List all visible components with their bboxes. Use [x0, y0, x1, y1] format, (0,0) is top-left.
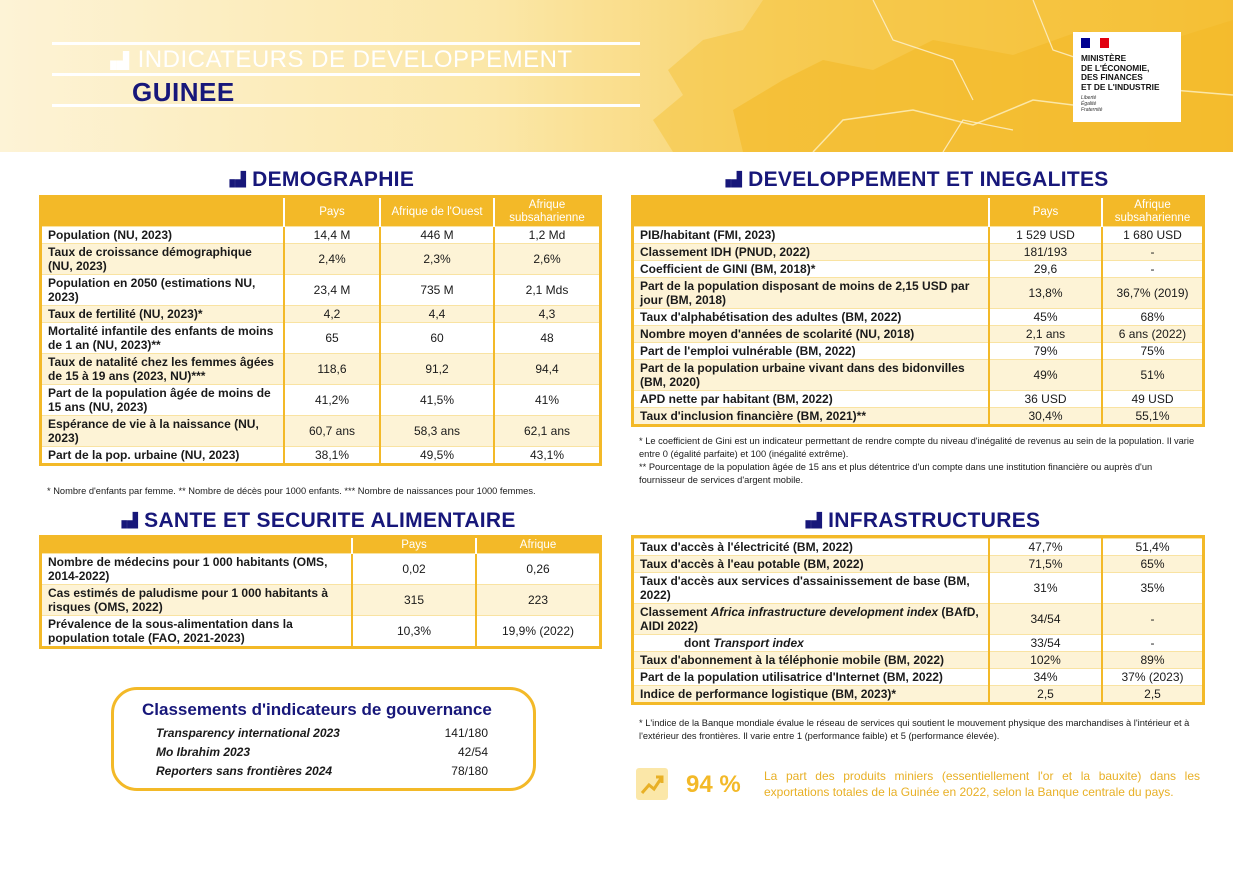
- row-value: 14,4 M: [284, 227, 380, 244]
- row-label: Population (NU, 2023): [42, 227, 284, 244]
- table-row: [634, 652, 1202, 669]
- row-label: Part de la population disposant de moins de 2,15 USD par jour (BM, 2018): [634, 278, 989, 309]
- row-label: Taux d'abonnement à la téléphonie mobile (BM, 2022): [634, 652, 989, 669]
- french-flag-icon: [1081, 38, 1109, 48]
- row-value: 2,4%: [284, 244, 380, 275]
- bars-icon: ▗▟: [224, 171, 247, 187]
- table-row: [634, 556, 1202, 573]
- row-value: 65%: [1102, 556, 1202, 573]
- row-value: 0,26: [476, 554, 599, 585]
- developpement-title: ▗▟ DEVELOPPEMENT ET INEGALITES: [720, 168, 1109, 191]
- row-value: 49 USD: [1102, 391, 1202, 408]
- row-value: 31%: [989, 573, 1102, 604]
- row-value: 38,1%: [284, 447, 380, 464]
- row-label: Taux de fertilité (NU, 2023)*: [42, 306, 284, 323]
- table-row: [634, 604, 1202, 635]
- table-row: [634, 309, 1202, 326]
- governance-title: Classements d'indicateurs de gouvernance: [142, 700, 492, 719]
- table-row: [634, 360, 1202, 391]
- header-rule-top: [52, 42, 640, 45]
- table-row: [42, 416, 599, 447]
- country-name: GUINEE: [132, 77, 235, 107]
- row-value: 41%: [494, 385, 599, 416]
- row-value: 223: [476, 585, 599, 616]
- row-value: -: [1102, 244, 1202, 261]
- row-value: 60,7 ans: [284, 416, 380, 447]
- row-value: 35%: [1102, 573, 1202, 604]
- row-label: [634, 635, 989, 652]
- row-label: Population en 2050 (estimations NU, 2023): [42, 275, 284, 306]
- row-value: 118,6: [284, 354, 380, 385]
- row-label: Taux de croissance démographique (NU, 2023): [42, 244, 284, 275]
- governance-box: [111, 687, 536, 791]
- infrastructures-title: ▗▟ INFRASTRUCTURES: [800, 509, 1041, 532]
- row-value: 62,1 ans: [494, 416, 599, 447]
- col-header: Pays: [352, 538, 476, 554]
- governance-label: Mo Ibrahim 2023: [156, 745, 251, 759]
- row-value: 34%: [989, 669, 1102, 686]
- row-label-part: Transport index: [713, 636, 804, 650]
- row-value: 2,6%: [494, 244, 599, 275]
- governance-row: [142, 743, 533, 762]
- trend-up-icon-graphic: [636, 768, 668, 800]
- row-label-part: dont: [684, 636, 714, 650]
- col-header: Afrique de l'Ouest: [380, 198, 494, 227]
- row-label: Part de la population urbaine vivant dans des bidonvilles (BM, 2020): [634, 360, 989, 391]
- row-label: Taux d'accès à l'électricité (BM, 2022): [634, 539, 989, 556]
- table-row: [42, 275, 599, 306]
- header-title: ▗▟ INDICATEURS DE DEVELOPPEMENT: [104, 46, 573, 73]
- table-row: [634, 635, 1202, 652]
- ministry-logo: [1073, 32, 1181, 122]
- row-label: Part de la pop. urbaine (NU, 2023): [42, 447, 284, 464]
- row-value: 2,5: [989, 686, 1102, 703]
- row-value: 94,4: [494, 354, 599, 385]
- table-row: [42, 227, 599, 244]
- row-label-part: (BAfD, AIDI 2022): [640, 605, 979, 633]
- col-header: Afrique: [476, 538, 599, 554]
- row-label: PIB/habitant (FMI, 2023): [634, 227, 989, 244]
- header-blank: [42, 198, 284, 227]
- row-label-part: Classement: [640, 605, 711, 619]
- table-row: [634, 244, 1202, 261]
- developpement-table: [631, 195, 1205, 427]
- governance-value: 141/180: [444, 726, 488, 740]
- trend-up-icon: [636, 768, 668, 800]
- row-label: Taux d'inclusion financière (BM, 2021)**: [634, 408, 989, 425]
- row-value: 91,2: [380, 354, 494, 385]
- demographie-table: [39, 195, 602, 466]
- col-header: Pays: [989, 198, 1102, 227]
- row-value: 102%: [989, 652, 1102, 669]
- row-value: 4,2: [284, 306, 380, 323]
- row-value: 58,3 ans: [380, 416, 494, 447]
- page-header: [0, 0, 1233, 152]
- table-row: [634, 573, 1202, 604]
- highlight-value: 94 %: [686, 771, 741, 798]
- table-row: [42, 244, 599, 275]
- table-row: [42, 616, 599, 647]
- demographie-title: ▗▟ DEMOGRAPHIE: [224, 168, 415, 191]
- row-value: 2,1 ans: [989, 326, 1102, 343]
- row-label: Coefficient de GINI (BM, 2018)*: [634, 261, 989, 278]
- table-row: [634, 686, 1202, 703]
- table-row: [634, 227, 1202, 244]
- row-value: 4,3: [494, 306, 599, 323]
- row-value: -: [1102, 604, 1202, 635]
- row-value: 43,1%: [494, 447, 599, 464]
- header-blank: [42, 538, 352, 554]
- row-value: 41,5%: [380, 385, 494, 416]
- row-label: Taux de natalité chez les femmes âgées de 15 à 19 ans (2023, NU)***: [42, 354, 284, 385]
- table-row: [634, 391, 1202, 408]
- row-label: Espérance de vie à la naissance (NU, 2023): [42, 416, 284, 447]
- row-value: 51%: [1102, 360, 1202, 391]
- row-label: Prévalence de la sous-alimentation dans la population totale (FAO, 2021-2023): [42, 616, 352, 647]
- row-value: 19,9% (2022): [476, 616, 599, 647]
- bars-icon: ▗▟: [720, 171, 743, 187]
- table-row: [42, 323, 599, 354]
- row-value: 29,6: [989, 261, 1102, 278]
- row-label: Part de la population âgée de moins de 15 ans (NU, 2023): [42, 385, 284, 416]
- governance-label: Reporters sans frontières 2024: [156, 764, 333, 778]
- row-label: APD nette par habitant (BM, 2022): [634, 391, 989, 408]
- infrastructures-note: * L'indice de la Banque mondiale évalue le réseau de services qui soutient le mouvement physique des marchandises à l'intérieur et à l'extérieur des frontières. Il varie entre 1 (performance faible) et 5 (performance élevée).: [639, 718, 1190, 741]
- row-label: Part de la population utilisatrice d'Internet (BM, 2022): [634, 669, 989, 686]
- row-value: 315: [352, 585, 476, 616]
- header-blank: [634, 198, 989, 227]
- row-label: Indice de performance logistique (BM, 2023)*: [634, 686, 989, 703]
- table-row: [42, 554, 599, 585]
- governance-row: [142, 724, 533, 743]
- row-value: 1,2 Md: [494, 227, 599, 244]
- table-row: [42, 354, 599, 385]
- row-label: Classement IDH (PNUD, 2022): [634, 244, 989, 261]
- row-label: Mortalité infantile des enfants de moins de 1 an (NU, 2023)**: [42, 323, 284, 354]
- developpement-note: [639, 435, 1199, 487]
- ministry-name: MINISTÈRE DE L'ÉCONOMIE, DES FINANCES ET DE L'INDUSTRIE: [1081, 53, 1160, 92]
- col-header: Pays: [284, 198, 380, 227]
- row-label: Nombre de médecins pour 1 000 habitants (OMS, 2014-2022): [42, 554, 352, 585]
- row-value: 48: [494, 323, 599, 354]
- governance-row: [142, 762, 533, 781]
- row-value: 65: [284, 323, 380, 354]
- row-label-part: Africa infrastructure development index: [710, 605, 939, 619]
- row-value: 2,5: [1102, 686, 1202, 703]
- demographie-note: * Nombre d'enfants par femme. ** Nombre de décès pour 1000 enfants. *** Nombre de naissances pour 1000 femmes.: [47, 486, 536, 496]
- row-value: 41,2%: [284, 385, 380, 416]
- row-value: 10,3%: [352, 616, 476, 647]
- bars-icon: ▗▟: [116, 512, 139, 528]
- bars-icon: ▗▟: [104, 52, 130, 70]
- row-value: 1 680 USD: [1102, 227, 1202, 244]
- row-value: 71,5%: [989, 556, 1102, 573]
- row-label: Part de l'emploi vulnérable (BM, 2022): [634, 343, 989, 360]
- row-value: 45%: [989, 309, 1102, 326]
- row-value: 2,3%: [380, 244, 494, 275]
- governance-value: 78/180: [451, 764, 488, 778]
- row-label: [634, 604, 989, 635]
- row-value: 75%: [1102, 343, 1202, 360]
- row-value: 735 M: [380, 275, 494, 306]
- row-label: Taux d'alphabétisation des adultes (BM, 2022): [634, 309, 989, 326]
- row-value: 33/54: [989, 635, 1102, 652]
- table-row: [42, 447, 599, 464]
- governance-label: Transparency international 2023: [156, 726, 340, 740]
- row-value: 446 M: [380, 227, 494, 244]
- row-value: 36,7% (2019): [1102, 278, 1202, 309]
- row-label: Cas estimés de paludisme pour 1 000 habitants à risques (OMS, 2022): [42, 585, 352, 616]
- table-row: [634, 669, 1202, 686]
- row-value: 55,1%: [1102, 408, 1202, 425]
- table-row: [634, 539, 1202, 556]
- row-value: 181/193: [989, 244, 1102, 261]
- row-value: -: [1102, 635, 1202, 652]
- row-value: 68%: [1102, 309, 1202, 326]
- row-value: 79%: [989, 343, 1102, 360]
- col-header: Afrique subsaharienne: [494, 198, 599, 227]
- row-value: 89%: [1102, 652, 1202, 669]
- bars-icon: ▗▟: [800, 512, 823, 528]
- table-row: [42, 585, 599, 616]
- row-value: 13,8%: [989, 278, 1102, 309]
- table-row: [634, 343, 1202, 360]
- table-row: [634, 261, 1202, 278]
- row-value: 60: [380, 323, 494, 354]
- row-label: Taux d'accès aux services d'assainissement de base (BM, 2022): [634, 573, 989, 604]
- row-value: 4,4: [380, 306, 494, 323]
- row-value: 1 529 USD: [989, 227, 1102, 244]
- table-row: [634, 278, 1202, 309]
- highlight-text: La part des produits miniers (essentiellement l'or et la bauxite) dans les exportations totales de la Guinée en 2022, selon la Banque centrale du pays.: [764, 769, 1200, 799]
- row-label: Nombre moyen d'années de scolarité (NU, 2018): [634, 326, 989, 343]
- row-label: Taux d'accès à l'eau potable (BM, 2022): [634, 556, 989, 573]
- row-value: 37% (2023): [1102, 669, 1202, 686]
- row-value: 23,4 M: [284, 275, 380, 306]
- table-row: [42, 385, 599, 416]
- row-value: 0,02: [352, 554, 476, 585]
- row-value: 6 ans (2022): [1102, 326, 1202, 343]
- ministry-motto: Liberté Égalité Fraternité: [1081, 95, 1103, 113]
- governance-value: 42/54: [457, 745, 488, 759]
- table-row: [42, 306, 599, 323]
- table-row: [634, 408, 1202, 425]
- sante-table: [39, 535, 602, 649]
- row-value: -: [1102, 261, 1202, 278]
- row-value: 49%: [989, 360, 1102, 391]
- table-row: [634, 326, 1202, 343]
- row-value: 47,7%: [989, 539, 1102, 556]
- gini-note: * Le coefficient de Gini est un indicateur permettant de rendre compte du niveau d'inégalité de revenus au sein de la population. Il varie entre 0 (égalité parfaite) et 100 (inégalité extrême).: [639, 436, 1195, 459]
- sante-title: ▗▟ SANTE ET SECURITE ALIMENTAIRE: [116, 509, 516, 532]
- inclusion-note: ** Pourcentage de la population âgée de 15 ans et plus détentrice d'un compte dans une institution financière ou auprès d'un fournisseur de services d'argent mobile.: [639, 462, 1153, 485]
- row-value: 30,4%: [989, 408, 1102, 425]
- row-value: 49,5%: [380, 447, 494, 464]
- row-value: 34/54: [989, 604, 1102, 635]
- infrastructures-table: [631, 535, 1205, 705]
- row-value: 36 USD: [989, 391, 1102, 408]
- row-value: 2,1 Mds: [494, 275, 599, 306]
- col-header: Afrique subsaharienne: [1102, 198, 1202, 227]
- row-value: 51,4%: [1102, 539, 1202, 556]
